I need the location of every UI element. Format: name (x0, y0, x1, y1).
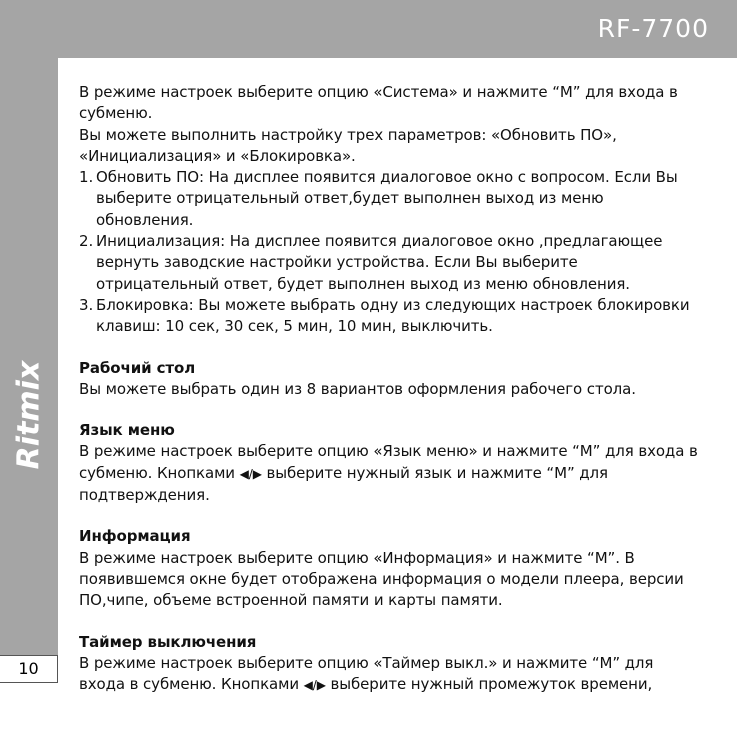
body-text: В режиме настроек выберите опцию «Таймер выкл.» и нажмите “М” для входа в субменю. Кнопками (79, 653, 654, 694)
body-text: выберите нужный промежуток времени, (325, 675, 653, 694)
body-text: В режиме настроек выберите опцию «Язык меню» и нажмите “М” для входа в субменю. Кнопками (79, 442, 698, 482)
desktop-section (79, 358, 699, 401)
list-item (79, 167, 699, 231)
section-title: Информация (79, 527, 191, 546)
page-content (79, 82, 699, 696)
list-item-number: 3. (79, 295, 94, 314)
list-item-text: Инициализация: На дисплее появится диалоговое окно ,предлагающее вернуть заводские настройки устройства. Если Вы выберите отрицательный ответ, будет выполнен выход из меню обновления. (96, 232, 663, 293)
header-bar (0, 0, 737, 58)
settings-list (79, 167, 699, 337)
section-title: Язык меню (79, 421, 175, 440)
intro-paragraph-2: Вы можете выполнить настройку трех параметров: «Обновить ПО», «Инициализация» и «Блокировка». (79, 125, 617, 165)
list-item-text: Обновить ПО: На дисплее появится диалоговое окно с вопросом. Если Вы выберите отрицательный ответ,будет выполнен выход из меню обновления. (96, 168, 678, 229)
section-body (79, 441, 699, 506)
section-body: Вы можете выбрать один из 8 вариантов оформления рабочего стола. (79, 379, 636, 398)
left-right-arrows-icon: ◀/▶ (239, 466, 262, 481)
section-title: Рабочий стол (79, 358, 196, 377)
side-bar (0, 58, 58, 655)
language-section (79, 420, 699, 506)
section-title: Таймер выключения (79, 632, 257, 651)
intro-paragraph-1: В режиме настроек выберите опцию «Система» и нажмите “М” для входа в субменю. (79, 83, 678, 123)
timer-section (79, 632, 699, 697)
info-section (79, 526, 699, 611)
list-item (79, 231, 699, 295)
brand-logo: Ritmix (11, 360, 47, 470)
body-text: выберите нужный язык и нажмите “М” для подтверждения. (79, 463, 608, 505)
left-right-arrows-icon: ◀/▶ (303, 678, 326, 693)
list-item-text: Блокировка: Вы можете выбрать одну из следующих настроек блокировки клавиш: 10 сек, 30 сек, 5 мин, 10 мин, выключить. (96, 295, 690, 336)
section-body: В режиме настроек выберите опцию «Информация» и нажмите “М”. В появившемся окне будет отображена информация о модели плеера, версии ПО,чипе, объеме встроенной памяти и карты памяти. (79, 548, 684, 610)
page-number: 10 (0, 655, 58, 683)
section-body (79, 653, 699, 697)
model-title: RF-7700 (597, 14, 709, 43)
list-item (79, 295, 699, 338)
list-item-number: 1. (79, 168, 94, 187)
list-item-number: 2. (79, 232, 94, 251)
